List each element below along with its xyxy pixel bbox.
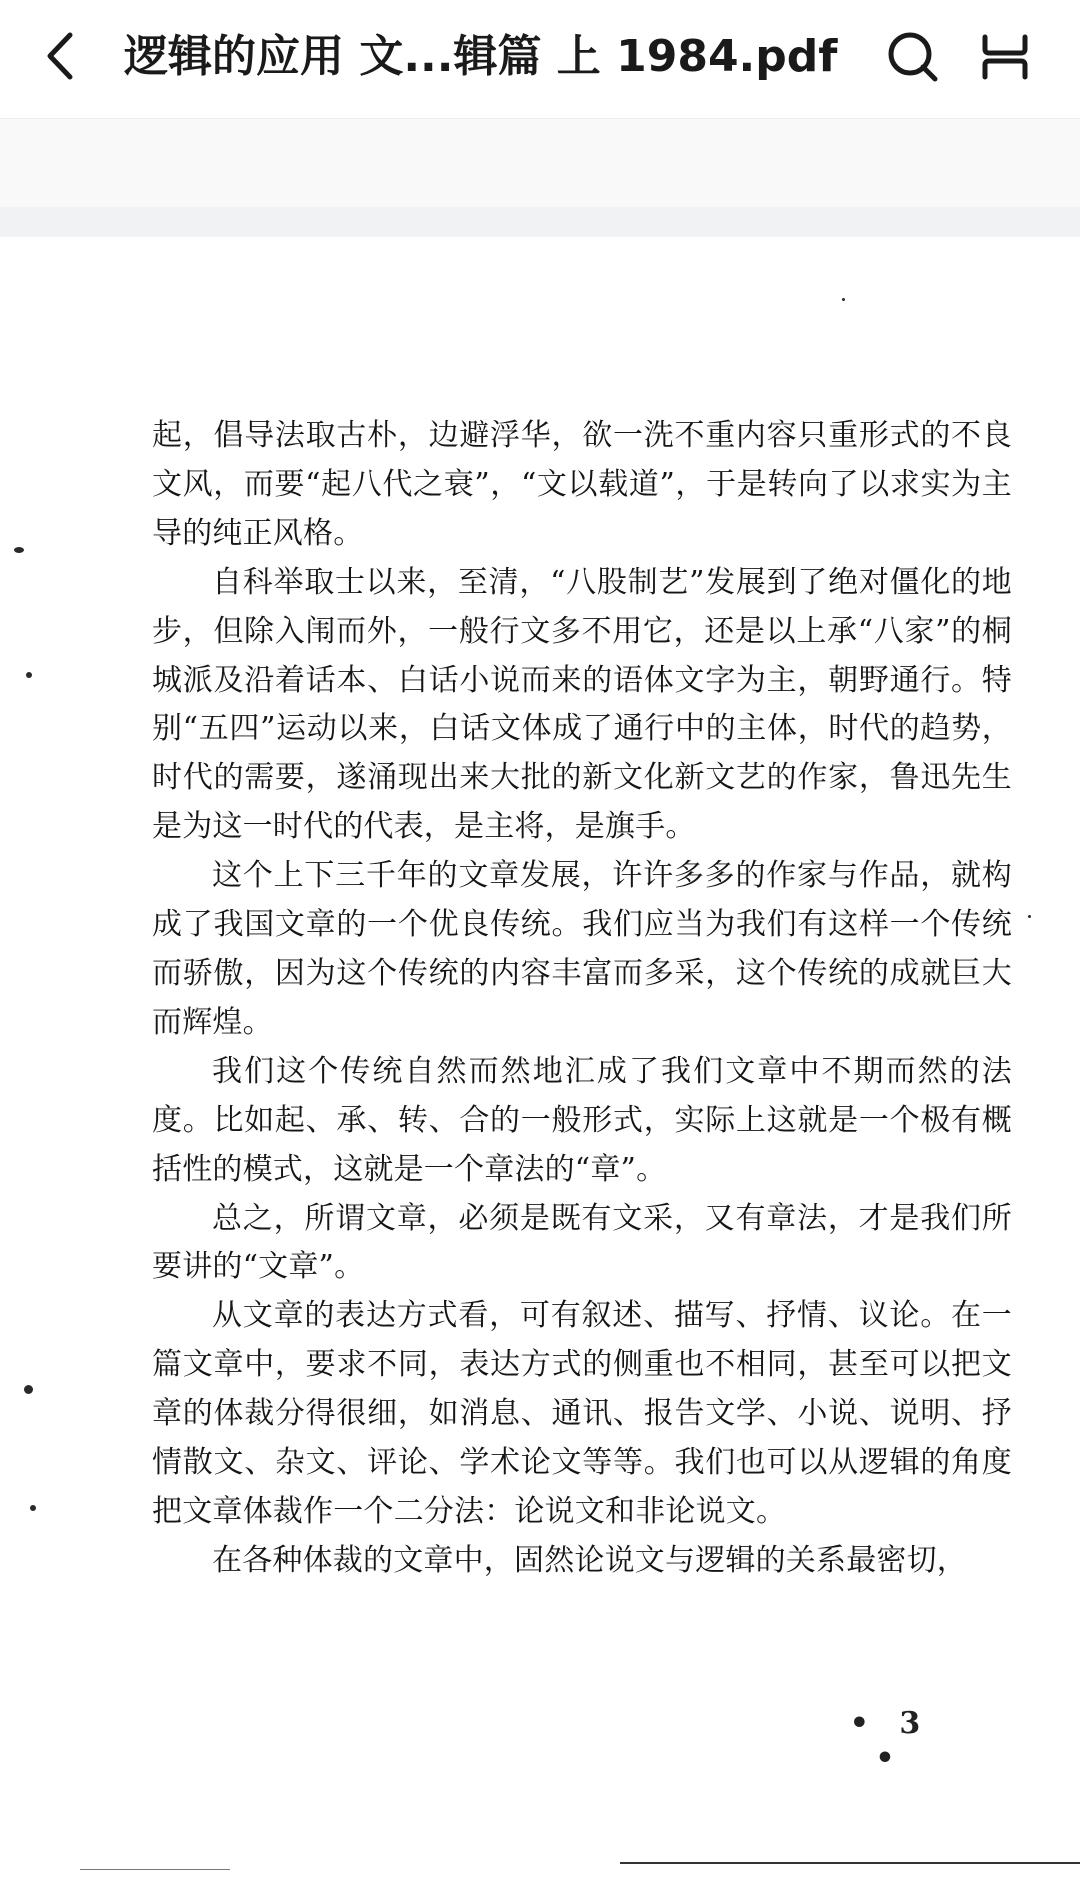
scan-speck bbox=[24, 1385, 33, 1394]
scan-speck bbox=[14, 547, 24, 553]
scan-speck bbox=[1028, 915, 1031, 918]
paragraph: 我们这个传统自然而然地汇成了我们文章中不期而然的法度。比如起、承、转、合的一般形式，实际上这就是一个极有概括性的模式，这就是一个章法的“章”。 bbox=[152, 1053, 1012, 1187]
scan-speck bbox=[30, 1505, 36, 1511]
scan-line bbox=[80, 1869, 230, 1870]
page-gap-upper bbox=[0, 119, 1080, 207]
paragraph: 这个上下三千年的文章发展，许许多多的作家与作品，就构成了我国文章的一个优良传统。我们应当为我们有这样一个传统而骄傲，因为这个传统的内容丰富而多采，这个传统的成就巨大而辉煌。 bbox=[152, 858, 1012, 1040]
menu-button[interactable] bbox=[972, 24, 1038, 90]
document-title: 逻辑的应用 文...辑篇 上 1984.pdf bbox=[124, 31, 838, 82]
paragraph: 在各种体裁的文章中，固然论说文与逻辑的关系最密切， bbox=[212, 1542, 967, 1578]
chevron-left-icon bbox=[42, 31, 78, 81]
search-icon bbox=[885, 29, 941, 85]
paragraph: 总之，所谓文章，必须是既有文采，又有章法，才是我们所要讲的“文章”。 bbox=[152, 1200, 1012, 1285]
back-button[interactable] bbox=[30, 26, 90, 86]
scan-line bbox=[620, 1862, 1080, 1864]
menu-icon bbox=[979, 31, 1031, 83]
paragraph: 起，倡导法取古朴，边避浮华，欲一洗不重内容只重形式的不良文风，而要“起八代之衰”，“文以载道”，于是转向了以求实为主导的纯正风格。 bbox=[152, 418, 1012, 551]
scan-speck bbox=[842, 298, 845, 301]
search-button[interactable] bbox=[880, 24, 946, 90]
page-separator bbox=[0, 207, 1080, 237]
paragraph: 从文章的表达方式看，可有叙述、描写、抒情、议论。在一篇文章中，要求不同，表达方式的侧重也不相同，甚至可以把文章的体裁分得很细，如消息、通讯、报告文学、小说、说明、抒情散文、杂文、评论、学术论文等等。我们也可以从逻辑的角度把文章体裁作一个二分法：论说文和非论说文。 bbox=[152, 1298, 1012, 1529]
page-number: • 3 • bbox=[849, 1706, 931, 1776]
paragraph: 自科举取士以来，至清，“八股制艺”发展到了绝对僵化的地步，但除入闱而外，一般行文多不用它，还是以上承“八家”的桐城派及沿着话本、白话小说而来的语体文字为主，朝野通行。特别“五四”运动以来，白话文体成了通行中的主体，时代的趋势，时代的需要，遂涌现出来大批的新文化新文艺的作家，鲁迅先生是为这一时代的代表，是主将，是旗手。 bbox=[152, 564, 1012, 845]
page-text bbox=[152, 412, 1012, 1586]
scan-speck bbox=[26, 672, 32, 678]
toolbar bbox=[0, 0, 1080, 119]
